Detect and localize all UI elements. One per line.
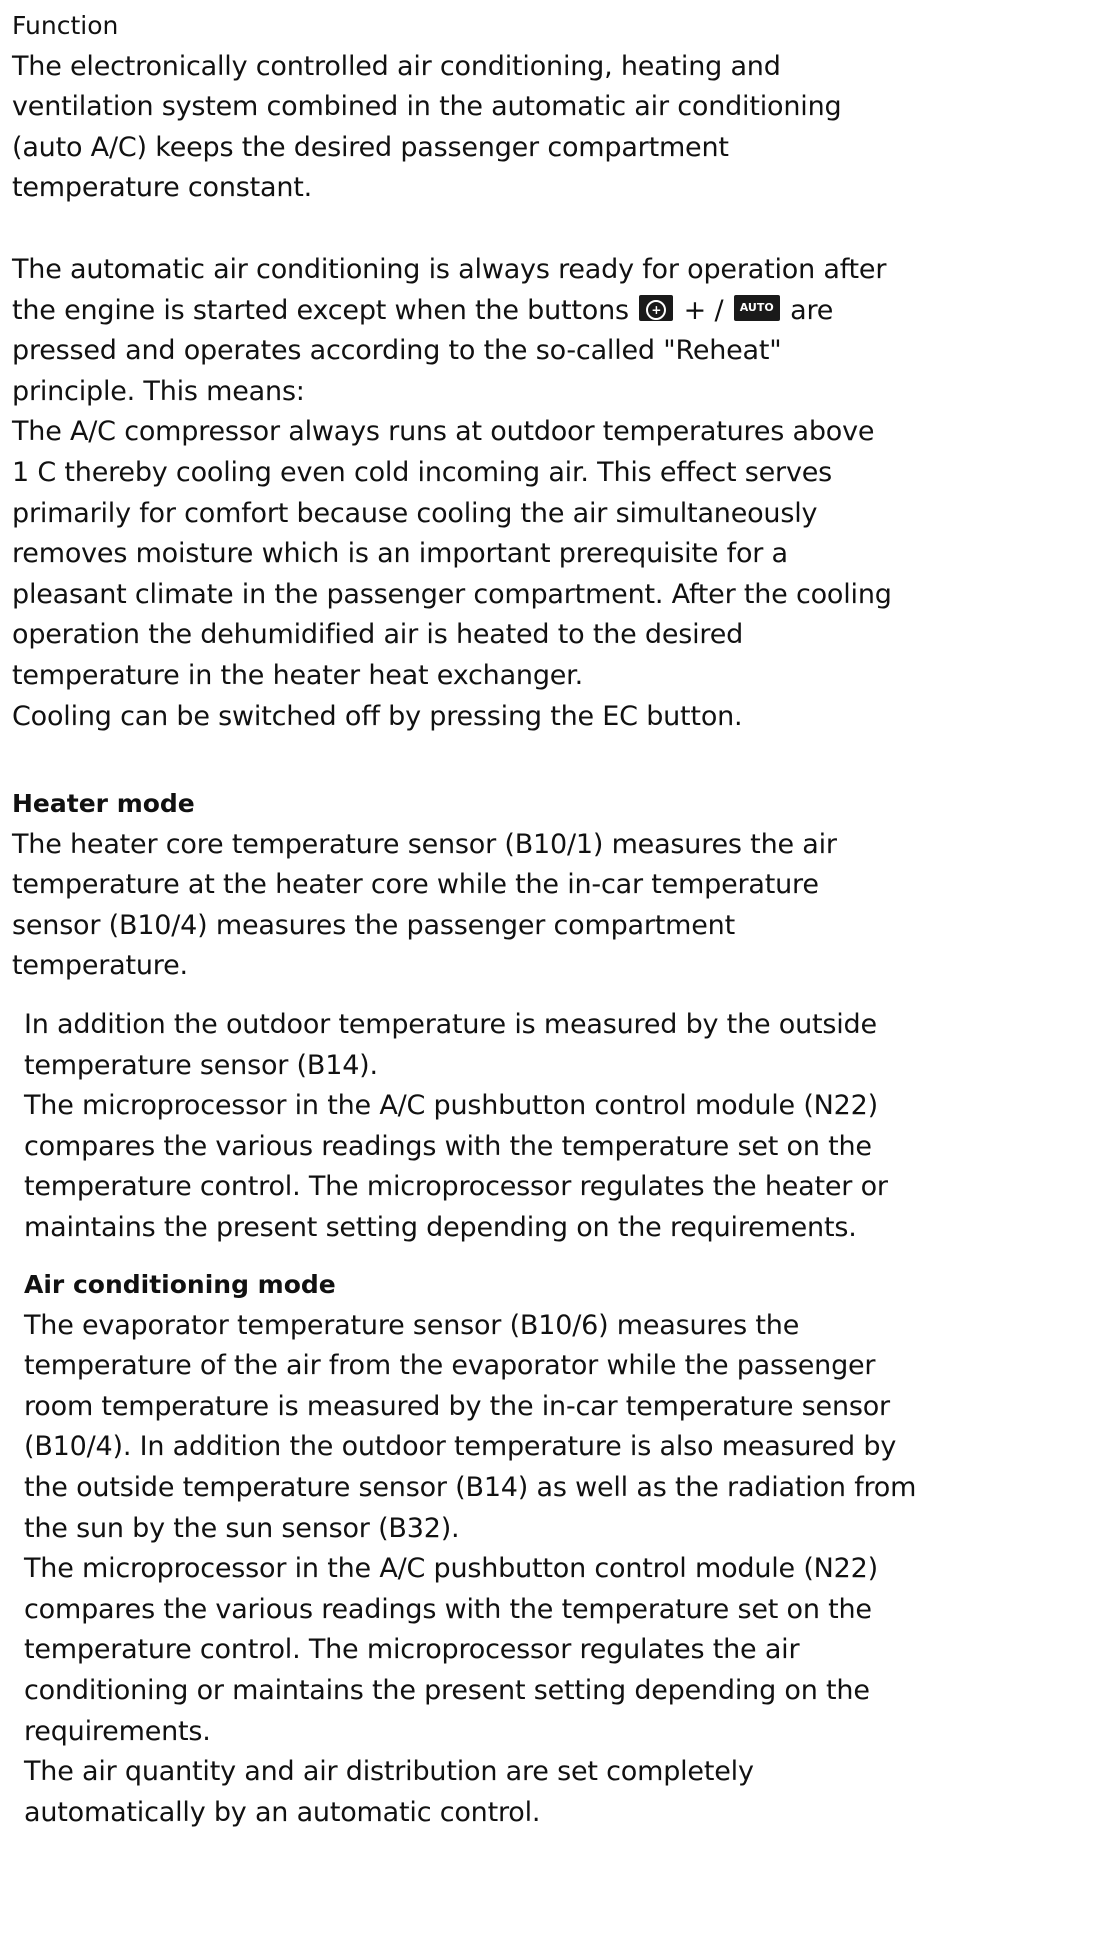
text-line: The electronically controlled air conditioning, heating and [12, 50, 781, 82]
heater-mode-text-continued [24, 1005, 888, 1249]
text-line: temperature at the heater core while the in-car temperature [12, 869, 819, 901]
text-line: The microprocessor in the A/C pushbutton control module (N22) [24, 1553, 878, 1585]
text-line: The automatic air conditioning is always ready for operation after [12, 254, 887, 285]
text-line: primarily for comfort because cooling the air simultaneously [12, 497, 818, 529]
text-fragment: are [790, 294, 834, 326]
fan-button-glyph: + [646, 300, 666, 320]
text-line: (auto A/C) keeps the desired passenger compartment [12, 131, 729, 163]
text-line: pleasant climate in the passenger compartment. After the cooling [12, 578, 892, 610]
text-line: The evaporator temperature sensor (B10/6) measures the [24, 1309, 800, 1341]
function-text [12, 47, 841, 209]
air-conditioning-mode-heading: Air conditioning mode [24, 1270, 336, 1299]
text-line: temperature control. The microprocessor regulates the heater or [24, 1171, 888, 1203]
text-line: operation the dehumidified air is heated to the desired [12, 619, 744, 651]
text-line: ventilation system combined in the automatic air conditioning [12, 91, 842, 123]
auto-operation-text [12, 250, 892, 737]
text-line: temperature sensor (B14). [24, 1049, 378, 1081]
text-line: compares the various readings with the temperature set on the [24, 1593, 872, 1625]
text-line: (B10/4). In addition the outdoor temperature is also measured by [24, 1431, 897, 1463]
text-line: In addition the outdoor temperature is measured by the outside [24, 1009, 877, 1040]
text-line: the sun by the sun sensor (B32). [24, 1512, 460, 1544]
text-fragment: the engine is started except when the buttons [12, 294, 629, 326]
function-heading: Function [12, 11, 119, 40]
text-line: pressed and operates according to the so-called "Reheat" [12, 335, 782, 367]
air-conditioning-mode-section [24, 1265, 916, 1833]
text-line: temperature in the heater heat exchanger. [12, 659, 583, 691]
text-line: compares the various readings with the temperature set on the [24, 1130, 872, 1162]
text-line: conditioning or maintains the present setting depending on the [24, 1674, 870, 1706]
text-line: room temperature is measured by the in-car temperature sensor [24, 1390, 890, 1422]
text-line: temperature control. The microprocessor regulates the air [24, 1634, 800, 1666]
text-line: The A/C compressor always runs at outdoor temperatures above [12, 416, 875, 448]
text-line: Cooling can be switched off by pressing the EC button. [12, 700, 743, 732]
air-conditioning-mode-text [24, 1306, 916, 1834]
text-line-with-buttons [12, 291, 892, 332]
text-line: the outside temperature sensor (B14) as well as the radiation from [24, 1471, 917, 1503]
heater-mode-heading: Heater mode [12, 789, 195, 818]
text-line: temperature. [12, 950, 188, 982]
auto-button-icon: AUTO [734, 295, 780, 321]
text-line: temperature of the air from the evaporator while the passenger [24, 1350, 876, 1382]
fan-icon [639, 295, 673, 321]
text-line: 1 C thereby cooling even cold incoming air. This effect serves [12, 456, 833, 488]
text-line: temperature constant. [12, 172, 313, 204]
text-line: principle. This means: [12, 375, 305, 407]
text-line: The heater core temperature sensor (B10/1) measures the air [12, 828, 837, 860]
text-line: automatically by an automatic control. [24, 1796, 541, 1828]
text-line: The air quantity and air distribution are set completely [24, 1756, 754, 1788]
text-line: The microprocessor in the A/C pushbutton control module (N22) [24, 1090, 878, 1122]
heater-mode-text [12, 825, 837, 987]
text-line: maintains the present setting depending on the requirements. [24, 1211, 857, 1243]
text-fragment: + / [683, 294, 724, 326]
text-line: sensor (B10/4) measures the passenger compartment [12, 909, 735, 941]
heater-mode-continued [24, 1005, 888, 1249]
function-section [12, 6, 841, 209]
text-line: removes moisture which is an important prerequisite for a [12, 538, 788, 570]
heater-mode-section [12, 784, 837, 987]
auto-operation-section [12, 250, 892, 737]
text-line: requirements. [24, 1715, 211, 1747]
